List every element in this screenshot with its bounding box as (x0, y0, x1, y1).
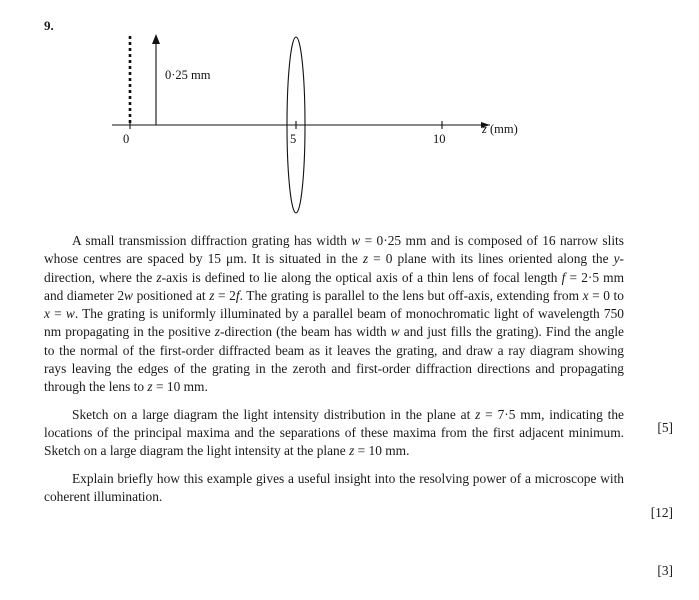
p1-var-w: w (351, 233, 361, 248)
p3-a: Explain briefly how this example gives a useful insight into the resolving power of a microscope with coherent illumination. (44, 470, 624, 504)
p1-j: . The grating is parallel to the lens but off-axis, extending from (239, 287, 583, 303)
p1-var-z2: z (156, 269, 162, 285)
axis-tick-label-5: 5 (290, 132, 297, 146)
p1-c: = 0 plane with its lines oriented along the (368, 251, 614, 267)
marks-part-1: [5] (657, 420, 673, 435)
p1-var-w4: w (390, 324, 400, 340)
p1-l: = (49, 306, 66, 322)
p1-i: = 2 (214, 287, 236, 303)
grating-height-label: 0·25 mm (165, 68, 211, 82)
p1-e: -axis is defined to lie along the optical axis of a thin lens of focal length (161, 269, 562, 285)
p1-o: and just fills the grating). Find the angle to the normal of the first-order diffracted beam as it leaves the grating, and draw a ray diagram showing rays leaving the edges of the grating in the zeroth and first-order diffraction directions and propagating through the lens to (44, 324, 624, 395)
diffraction-grating-lens-diagram-svg (90, 20, 610, 215)
p1-var-w2: w (124, 287, 133, 303)
p2-var-z2: z (349, 443, 355, 459)
p2-a: Sketch on a large diagram the light intensity distribution in the plane at (72, 406, 476, 422)
p1-var-x1: x (582, 287, 589, 303)
p1-d: -direction, where the (44, 251, 625, 285)
p1-g: = 2·5 mm and diameter 2 (44, 269, 624, 303)
p1-var-z1: z (362, 251, 369, 267)
p1-var-w3: w (65, 306, 75, 322)
p1-m: . The grating is uniformly illuminated by a parallel beam of monochromatic light of wavelength 750 nm propagating in the positive (44, 306, 625, 340)
p1-h: positioned at (132, 287, 210, 303)
marks-part-2: [12] (650, 505, 673, 520)
question-number: 9. (44, 18, 54, 33)
height-arrow-head (152, 34, 160, 44)
axis-tick-label-10: 10 (433, 132, 446, 146)
paragraph-2 (44, 406, 624, 461)
question-body (44, 232, 624, 508)
figure-container (90, 20, 610, 215)
axis-label-symbol: z (482, 122, 487, 136)
p1-k: = 0 to (588, 287, 624, 303)
marks-part-3: [3] (657, 563, 673, 578)
p2-b: = 7·5 mm, indicating the locations of the principal maxima and the separations of these maxima from the first adjacent minimum. Sketch on a large diagram the light intensity at the plane (44, 406, 624, 459)
p1-a: A small transmission diffraction grating has width (72, 233, 352, 248)
axis-label-unit: (mm) (490, 122, 518, 136)
p1-b: = 0·25 mm and is composed of 16 narrow slits whose centres are spaced by 15 μm. It is situated in the (44, 233, 624, 267)
p1-var-f2: f (235, 287, 240, 303)
p1-n: -direction (the beam has width (219, 324, 391, 340)
paragraph-1 (44, 232, 624, 397)
p2-var-z1: z (475, 406, 481, 422)
axis-label-z (482, 122, 518, 137)
p1-var-f: f (561, 269, 566, 285)
p2-c: = 10 mm. (354, 443, 410, 459)
p1-var-z5: z (147, 379, 153, 395)
p1-var-z3: z (209, 287, 215, 303)
p1-var-z4: z (214, 324, 220, 340)
axis-tick-label-0: 0 (123, 132, 130, 146)
paragraph-3 (44, 470, 624, 507)
p1-var-x2: x (44, 306, 50, 322)
p1-p: = 10 mm. (152, 379, 208, 395)
p1-var-y: y (613, 251, 620, 267)
